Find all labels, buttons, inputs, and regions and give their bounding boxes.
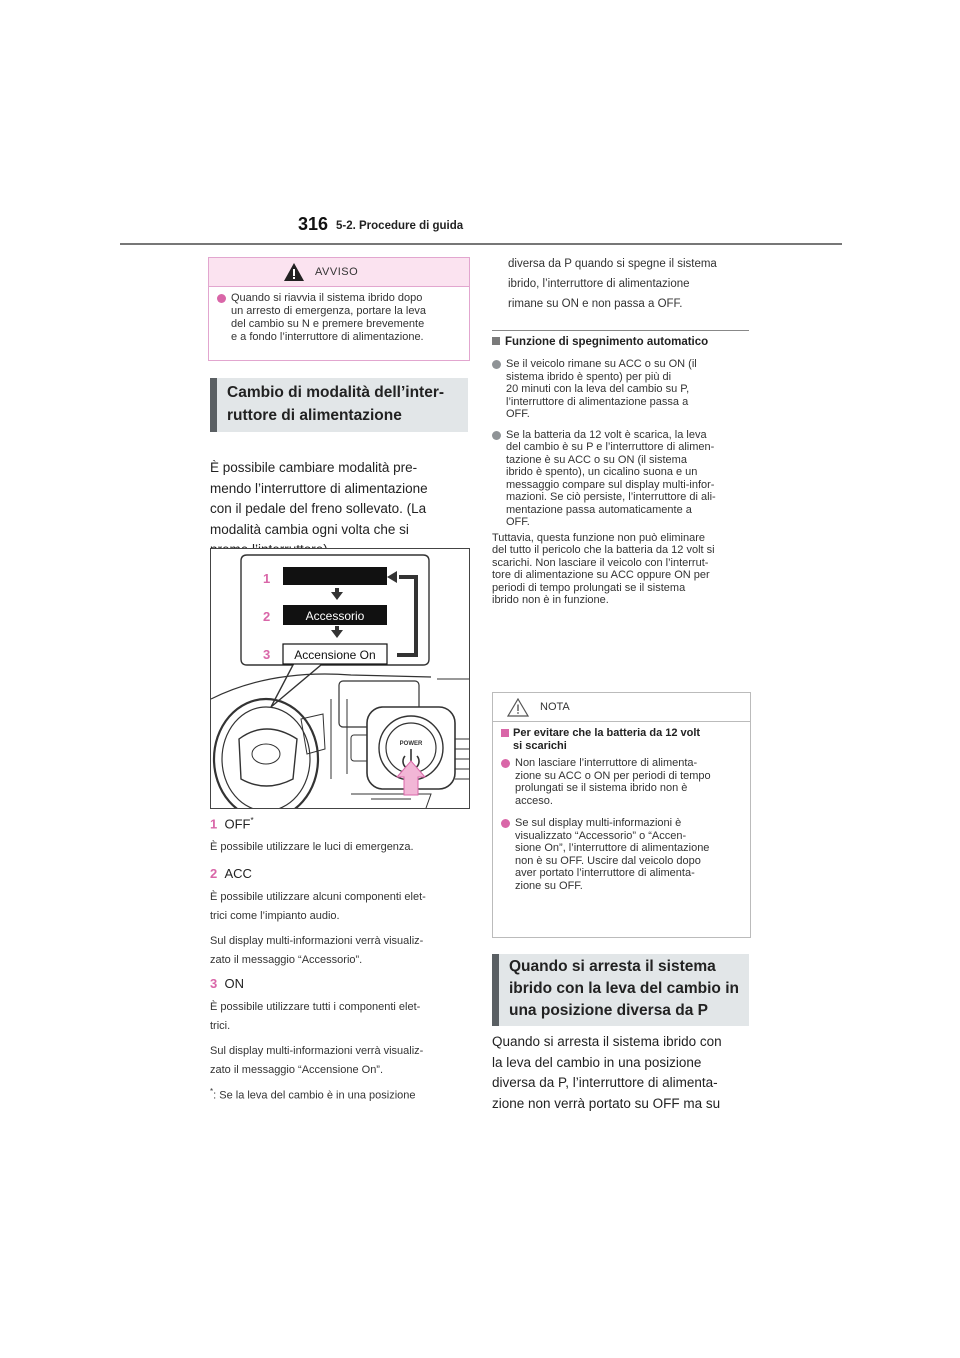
figure-num-1: 1 <box>263 571 271 586</box>
figure-num-2: 2 <box>263 609 271 624</box>
bullet-dot <box>217 294 226 303</box>
square-bullet-icon <box>492 337 500 345</box>
figure-num-3: 3 <box>263 647 271 662</box>
warning-bullet: Quando si riavvia il sistema ibrido dopo un arresto di emergenza, portare la leva del cambio su N e premere brevemente e a fondo l’interruttore di alimentazione. <box>217 292 463 344</box>
heading-power-switch-modes: Cambio di modalità dell’inter- ruttore di alimentazione <box>210 378 468 432</box>
display-accessorio-label: Accessorio <box>305 609 365 623</box>
warning-title: AVVISO <box>315 266 359 278</box>
footnote: *: Se la leva del cambio è in una posizione <box>210 1087 416 1102</box>
bullet-dot <box>492 360 501 369</box>
header-divider <box>120 243 842 245</box>
heading-stop-not-in-p: Quando si arresta il sistema ibrido con la leva del cambio in una posizione diversa da P <box>492 954 749 1026</box>
mode-acc: 2 ACC <box>210 866 252 881</box>
display-accensione-label: Accensione On <box>294 648 376 662</box>
continued-paragraph: diversa da P quando si spegne il sistema ibrido, l’interruttore di alimentazione rimane su ON e non passa a OFF. <box>508 258 717 310</box>
bullet-dot <box>501 759 510 768</box>
warning-header <box>209 258 469 287</box>
nota-box <box>492 692 751 938</box>
mode-off: 1 OFF* <box>210 816 254 832</box>
modes-list: 1 OFF* È possibile utilizzare le luci di emergenza. 2 ACC È possibile utilizzare alcuni componenti elet- trici come l’impianto audio. Sul display multi-informazioni verrà visualiz- zato il messaggio “Accessorio”. 3 ON È possibile utilizzare tutti i componenti elet- trici. Sul display multi-informazioni verrà visualiz- zato il messaggio “Accensione On”. *: Se la leva del cambio è in una posizione <box>210 816 472 1106</box>
nota-subtitle: Per evitare che la batteria da 12 volt si scarichi <box>501 727 745 753</box>
power-button-label: POWER <box>399 741 423 747</box>
section-title: 5-2. Procedure di guida <box>336 220 464 232</box>
nota-header <box>493 693 750 722</box>
divider <box>492 330 749 331</box>
auto-off-bullet-1: Se il veicolo rimane su ACC o su ON (il sistema ibrido è spento) per più di 20 minuti con la leva del cambio su P, l’interruttore di alimentazione passa a OFF. <box>492 358 754 421</box>
power-switch-illustration <box>210 548 470 809</box>
auto-off-bullet-2: Se la batteria da 12 volt è scarica, la leva del cambio è su P e l’interruttore di alimen- tazione è su ACC o su ON (il sistema ibrido è spento), un cicalino suona e un messaggio compare sul display multi-infor- mazioni. Se ciò persiste, l’interruttore di ali- mentazione passa automaticamente a OFF. <box>492 429 754 529</box>
auto-off-note: Tuttavia, questa funzione non può eliminare del tutto il pericolo che la batteria da 12 volt si scarichi. Non lasciare il veicolo con l’interrut- tore di alimentazione su ACC oppure ON per periodi di tempo prolungati se il sistema ibrido non è in funzione. <box>492 531 715 606</box>
intro-paragraph: È possibile cambiare modalità pre- mendo l’interruttore di alimentazione con il pedale del freno sollevato. (La modalità cambia ogni volta che si <box>210 460 428 537</box>
auto-off-section <box>492 336 754 607</box>
bullet-dot <box>492 431 501 440</box>
square-bullet-icon <box>501 729 509 737</box>
nota-title: NOTA <box>540 701 570 713</box>
page-number: 316 <box>298 214 329 234</box>
bullet-dot <box>501 819 510 828</box>
final-paragraph: Quando si arresta il sistema ibrido con la leva del cambio in una posizione diversa da P, l’interruttore di alimenta- zione non verrà portato su OFF ma su <box>492 1034 722 1111</box>
warning-box <box>208 257 470 361</box>
auto-off-title: Funzione di spegnimento automatico <box>492 336 754 358</box>
dashboard-drawing <box>211 549 469 808</box>
warning-icon <box>283 262 305 282</box>
caution-icon <box>507 698 529 717</box>
mode-on: 3 ON <box>210 976 244 991</box>
nota-bullet-1: Non lasciare l’interruttore di alimenta- zione su ACC o ON per periodi di tempo prolungati se il sistema ibrido non è acceso. <box>501 757 745 807</box>
nota-bullet-2: Se sul display multi-informazioni è visualizzato “Accessorio” o “Accen- sione On”, l’interruttore di alimentazione non è su OFF. Uscire dal veicolo dopo aver portato l’interruttore di alimenta- zione su OFF. <box>501 817 745 892</box>
